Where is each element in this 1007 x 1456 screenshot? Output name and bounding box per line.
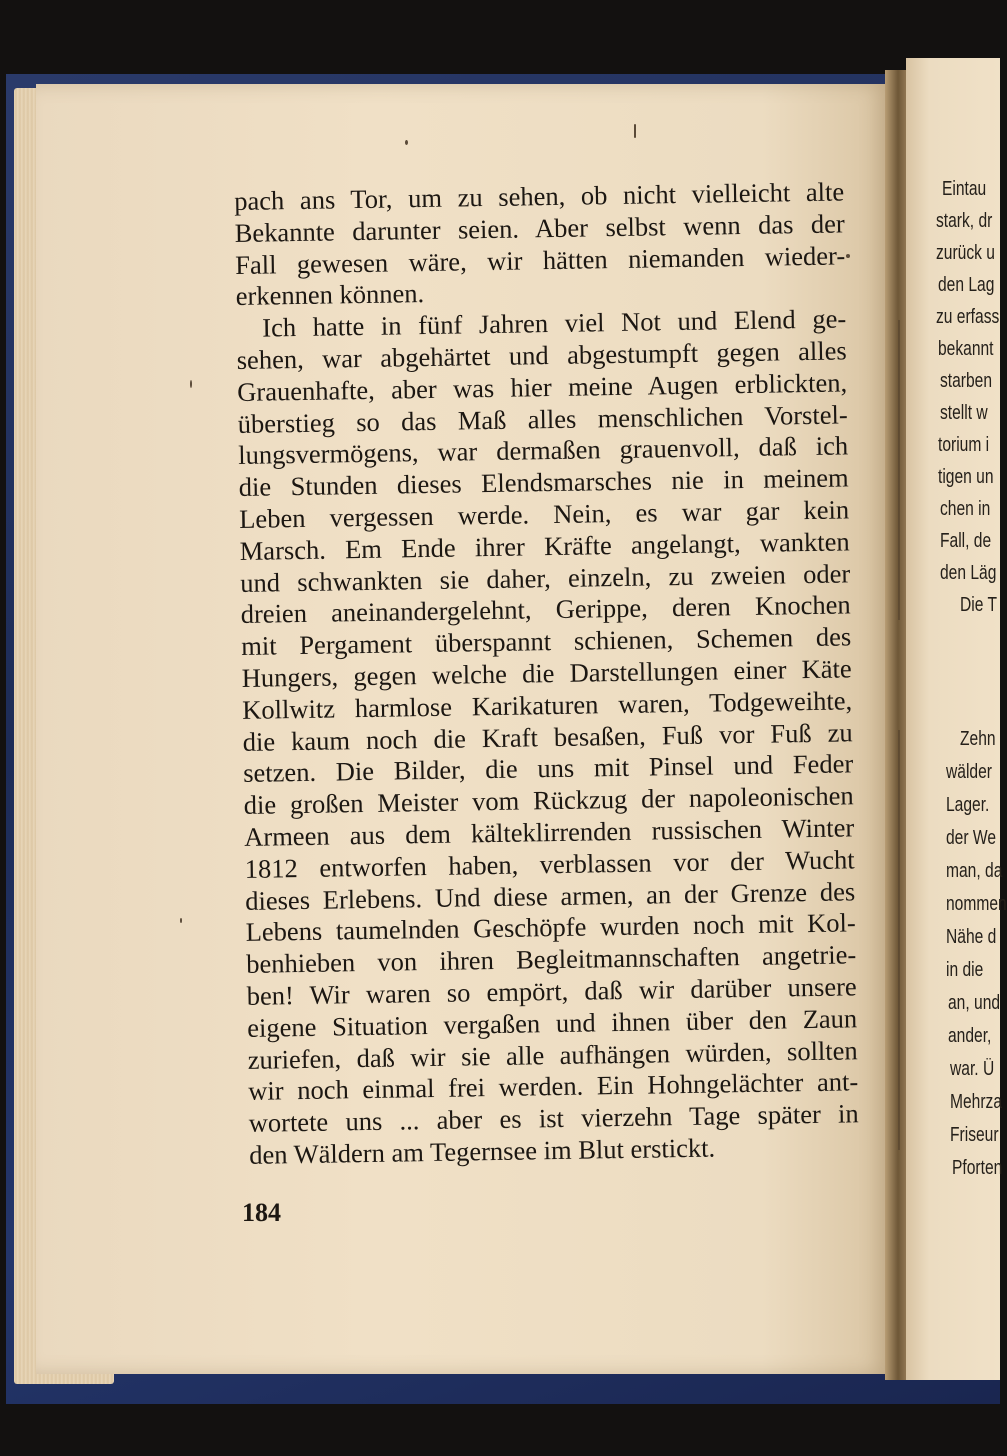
- right-page-line: starben: [940, 370, 993, 392]
- text-line: die Stunden dieses Elendsmarsches nie in meinem: [238, 462, 849, 503]
- right-page-line: Friseur: [950, 1124, 999, 1146]
- right-page-line: in die: [946, 959, 984, 981]
- text-line: Bekannte darunter seien. Aber selbst wenn das der: [234, 208, 845, 248]
- right-page-line: stellt w: [940, 402, 988, 424]
- text-line: ben! Wir waren so empört, daß wir darüber unsere: [246, 971, 857, 1011]
- text-line: Marsch. Em Ende ihrer Kräfte angelangt, wankten: [239, 526, 850, 566]
- text-line: dreien aneinandergelehnt, Gerippe, deren Knochen: [240, 589, 851, 630]
- right-page-line: Fall, de: [940, 530, 992, 552]
- right-page-line: war. Ü: [950, 1058, 995, 1080]
- ink-speck: [405, 140, 408, 145]
- text-line: 1812 entworfen haben, verblassen vor der Wucht: [244, 844, 855, 884]
- text-line: Ich hatte in fünf Jahren viel Not und Elend ge-: [261, 303, 847, 343]
- right-page-line: den Läg: [940, 562, 997, 584]
- text-line: dieses Erlebens. Und diese armen, an der Grenze des: [244, 875, 856, 916]
- body-text: [234, 176, 859, 1171]
- right-page-line: wälder: [946, 761, 992, 783]
- right-page-line: den Lag: [938, 274, 995, 296]
- text-line: den Wäldern am Tegernsee im Blut erstickt.: [248, 1132, 716, 1170]
- text-line: wortete uns ... aber es ist vierzehn Tage später in: [248, 1098, 859, 1138]
- text-line: pach ans Tor, um zu sehen, ob nicht vielleicht alte: [234, 176, 845, 216]
- text-line: und schwankten sie daher, einzeln, zu zweien oder: [239, 557, 851, 598]
- text-line: zuriefen, daß wir sie alle aufhängen würden, sollten: [247, 1034, 858, 1075]
- right-page-line: nommen: [946, 893, 1007, 915]
- right-page-line: chen in: [940, 498, 991, 520]
- right-page: [906, 58, 1007, 1380]
- text-line: überstieg so das Maß alles menschlichen Vorstel-: [237, 398, 848, 439]
- text-line: mit Pergament überspannt schienen, Schemen des: [240, 621, 852, 662]
- right-page-line: ander,: [948, 1025, 992, 1047]
- text-line: die großen Meister vom Rückzug der napoleonischen: [243, 780, 854, 821]
- right-page-line: an, und: [948, 992, 1001, 1014]
- right-page-line: Die T: [960, 594, 997, 616]
- text-line: eigene Situation vergaßen und ihnen über den Zaun: [246, 1003, 858, 1043]
- text-line: Lebens taumelnden Geschöpfe wurden noch mit Kol-: [245, 907, 856, 948]
- ink-speck: [190, 380, 192, 388]
- margin-mark: [898, 730, 900, 1150]
- right-page-line: tigen un: [938, 466, 994, 488]
- page-number: 184: [242, 1198, 281, 1227]
- right-page-line: Nähe d: [946, 926, 997, 948]
- ink-speck: [634, 124, 636, 138]
- right-page-line: man, da: [946, 860, 1003, 882]
- text-line: sehen, war abgehärtet und abgestumpft gegen alles: [236, 335, 847, 375]
- text-line: Leben vergessen werde. Nein, es war gar kein: [238, 494, 850, 534]
- text-line: erkennen können.: [235, 278, 425, 312]
- right-page-line: torium i: [938, 434, 990, 456]
- text-line: Hungers, gegen welche die Darstellungen einer Käte: [241, 653, 852, 693]
- right-page-line: Lager.: [946, 794, 990, 816]
- right-page-line: zurück u: [936, 242, 995, 264]
- right-page-line: bekannt: [938, 338, 994, 360]
- text-line: setzen. Die Bilder, die uns mit Pinsel und Feder: [242, 748, 854, 789]
- right-page-line: Eintau: [942, 178, 987, 200]
- text-line: Kollwitz harmlose Karikaturen waren, Todgeweihte,: [241, 685, 853, 725]
- right-page-line: Zehn: [960, 728, 996, 750]
- ink-speck: [846, 254, 850, 258]
- text-line: Armeen aus dem kälteklirrenden russischen Winter: [243, 812, 855, 852]
- text-line: wir noch einmal frei werden. Ein Hohngelächter ant-: [247, 1066, 859, 1107]
- text-line: benhieben von ihren Begleitmannschaften angetrie-: [245, 939, 857, 980]
- text-line: lungsvermögens, war dermaßen grauenvoll, daß ich: [237, 430, 849, 471]
- text-line: Fall gewesen wäre, wir hätten niemanden wieder-: [234, 240, 846, 280]
- right-page-line: der We: [946, 827, 997, 849]
- text-line: die kaum noch die Kraft besaßen, Fuß vor Fuß zu: [242, 716, 853, 757]
- right-page-line: stark, dr: [936, 210, 993, 232]
- right-page-line: Mehrza: [950, 1091, 1003, 1113]
- ink-speck: [180, 918, 182, 923]
- right-page-line: Pforten: [952, 1157, 1003, 1179]
- text-line: Grauenhafte, aber was hier meine Augen erblickten,: [236, 367, 848, 407]
- margin-mark: [898, 320, 900, 620]
- right-page-line: zu erfass: [936, 306, 1000, 328]
